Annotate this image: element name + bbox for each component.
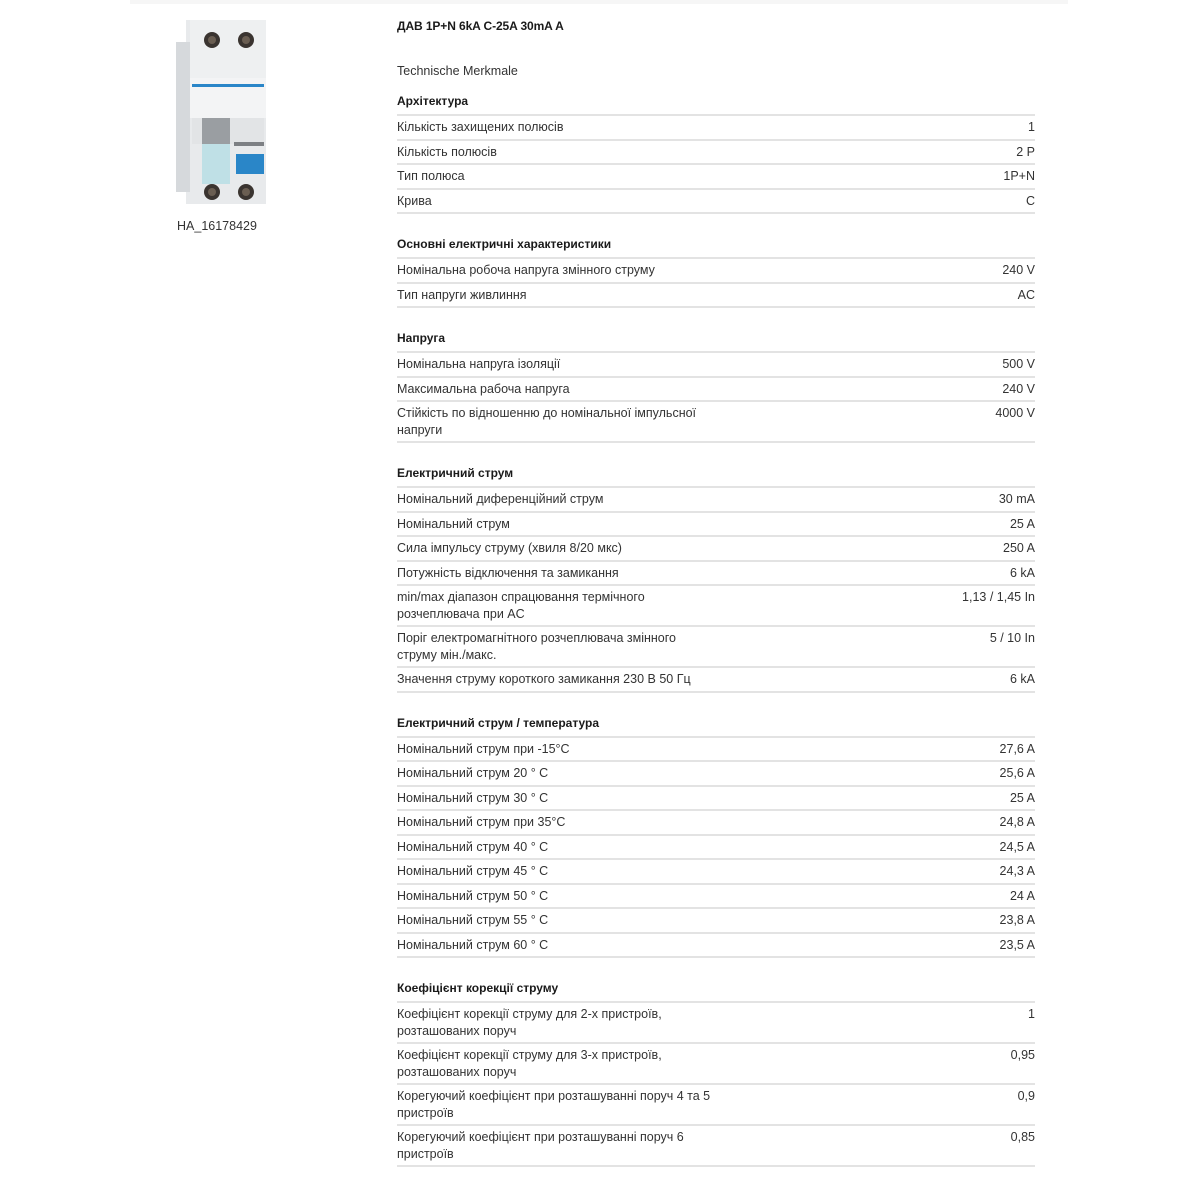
spec-label: Коефіцієнт корекції струму для 2-х пристроїв, розташованих поруч xyxy=(397,1007,662,1038)
spec-label: Номінальний струм 30 ° C xyxy=(397,790,549,805)
spec-value: 30 mA xyxy=(998,492,1035,506)
spec-label: Корегуючий коефіцієнт при розташуванні поруч 6 пристроїв xyxy=(397,1130,684,1161)
spec-label: Номінальний струм 20 ° C xyxy=(397,766,549,780)
spec-label: Номінальна напруга ізоляції xyxy=(397,357,561,371)
spec-value: 1 xyxy=(1028,1007,1035,1021)
spec-sections xyxy=(397,92,1035,1167)
spec-row xyxy=(397,562,1035,587)
spec-row xyxy=(397,190,1035,215)
spec-row xyxy=(397,1085,1035,1126)
spec-value: 0,85 xyxy=(1010,1130,1035,1144)
spec-value: 24,8 A xyxy=(999,815,1035,829)
spec-section xyxy=(397,464,1035,693)
spec-row xyxy=(397,537,1035,562)
spec-document xyxy=(397,18,1035,1167)
spec-row xyxy=(397,738,1035,763)
product-sku: HA_16178429 xyxy=(177,219,257,233)
section-title: Коефіцієнт корекції струму xyxy=(397,979,1035,1003)
spec-value: 6 kA xyxy=(1009,565,1035,580)
spec-row xyxy=(397,1044,1035,1085)
spec-value: 500 V xyxy=(1002,357,1035,371)
spec-section xyxy=(397,329,1035,443)
spec-row xyxy=(397,353,1035,378)
spec-label: min/max діапазон спрацювання термічного розчеплювача при AC xyxy=(397,590,645,621)
spec-value: 23,8 A xyxy=(999,913,1035,927)
circuit-breaker-image xyxy=(172,14,272,210)
spec-row xyxy=(397,378,1035,403)
spec-value: 250 A xyxy=(1003,541,1035,555)
spec-label: Коефіцієнт корекції струму для 3-х пристроїв, розташованих поруч xyxy=(397,1048,662,1079)
spec-label: Номінальний струм 45 ° C xyxy=(397,864,549,878)
spec-row xyxy=(397,165,1035,190)
spec-value: 2 P xyxy=(1016,144,1035,159)
spec-label: Корегуючий коефіцієнт при розташуванні поруч 4 та 5 пристроїв xyxy=(397,1089,711,1120)
spec-row xyxy=(397,885,1035,910)
spec-row xyxy=(397,259,1035,284)
spec-row xyxy=(397,586,1035,627)
spec-value: 24,3 A xyxy=(999,864,1035,878)
spec-value: 1,13 / 1,45 In xyxy=(962,590,1035,604)
spec-row xyxy=(397,627,1035,668)
spec-row xyxy=(397,284,1035,309)
spec-value: 4000 V xyxy=(995,406,1035,420)
spec-value: 23,5 A xyxy=(999,937,1035,952)
spec-value: 0,9 xyxy=(1017,1089,1035,1103)
section-title: Електричний струм / температура xyxy=(397,714,1035,738)
spec-row xyxy=(397,116,1035,141)
spec-label: Номінальний струм при 35°C xyxy=(397,815,566,829)
spec-label: Максимальна рабоча напруга xyxy=(397,381,570,396)
spec-value: C xyxy=(1025,193,1035,208)
spec-value: 25 A xyxy=(1009,516,1035,531)
spec-section xyxy=(397,235,1035,308)
spec-row xyxy=(397,836,1035,861)
spec-value: 1P+N xyxy=(1003,169,1035,183)
document-title: ДАВ 1P+N 6kA C-25A 30mA A xyxy=(397,19,564,33)
spec-value: 0,95 xyxy=(1010,1048,1035,1062)
spec-row xyxy=(397,811,1035,836)
spec-value: 25 A xyxy=(1009,790,1035,805)
spec-label: Тип полюса xyxy=(397,169,465,183)
spec-value: 27,6 A xyxy=(999,741,1035,756)
spec-label: Номінальний струм 55 ° C xyxy=(397,913,549,927)
spec-label: Номінальний струм 60 ° C xyxy=(397,937,549,952)
spec-label: Номінальний струм xyxy=(397,516,510,531)
spec-row xyxy=(397,141,1035,166)
section-title: Електричний струм xyxy=(397,464,1035,488)
spec-label: Номінальний струм при -15°C xyxy=(397,741,570,756)
spec-label: Тип напруги живлиння xyxy=(397,287,527,302)
spec-value: 240 V xyxy=(1002,263,1035,277)
section-title: Архітектура xyxy=(397,92,1035,116)
spec-section xyxy=(397,92,1035,214)
spec-value: AC xyxy=(1017,287,1035,302)
spec-value: 25,6 A xyxy=(999,766,1035,780)
spec-label: Номінальний струм 40 ° C xyxy=(397,839,549,854)
spec-row xyxy=(397,402,1035,443)
spec-label: Потужність відключення та замикання xyxy=(397,565,619,580)
spec-row xyxy=(397,513,1035,538)
spec-row xyxy=(397,488,1035,513)
spec-value: 24,5 A xyxy=(999,839,1035,854)
spec-value: 1 xyxy=(1028,120,1035,134)
spec-row xyxy=(397,934,1035,959)
spec-value: 24 A xyxy=(1009,888,1035,903)
spec-label: Номінальний диференційний струм xyxy=(397,492,604,506)
spec-value: 5 / 10 In xyxy=(989,631,1035,645)
spec-row xyxy=(397,1003,1035,1044)
spec-row xyxy=(397,1126,1035,1167)
spec-label: Сила імпульсу струму (хвиля 8/20 мкс) xyxy=(397,541,622,555)
spec-row xyxy=(397,860,1035,885)
spec-label: Значення струму короткого замикання 230 В 50 Гц xyxy=(397,672,691,686)
document-subtitle: Technische Merkmale xyxy=(397,64,518,78)
spec-row xyxy=(397,762,1035,787)
spec-label: Номінальний струм 50 ° C xyxy=(397,888,549,903)
spec-section xyxy=(397,979,1035,1167)
spec-value: 6 kA xyxy=(1009,672,1035,686)
spec-label: Номінальна робоча напруга змінного струму xyxy=(397,263,655,277)
spec-label: Кількість захищених полюсів xyxy=(397,120,564,134)
spec-row xyxy=(397,787,1035,812)
spec-section xyxy=(397,714,1035,959)
section-title: Основні електричні характеристики xyxy=(397,235,1035,259)
spec-label: Кількість полюсів xyxy=(397,144,497,159)
spec-row xyxy=(397,909,1035,934)
spec-label: Крива xyxy=(397,193,432,208)
spec-label: Поріг електромагнітного розчеплювача змінного струму мін./макс. xyxy=(397,631,676,662)
top-divider xyxy=(130,0,1068,4)
section-title: Напруга xyxy=(397,329,1035,353)
spec-row xyxy=(397,668,1035,693)
spec-label: Стійкість по відношенню до номінальної імпульсної напруги xyxy=(397,406,697,437)
spec-value: 240 V xyxy=(1002,381,1035,396)
